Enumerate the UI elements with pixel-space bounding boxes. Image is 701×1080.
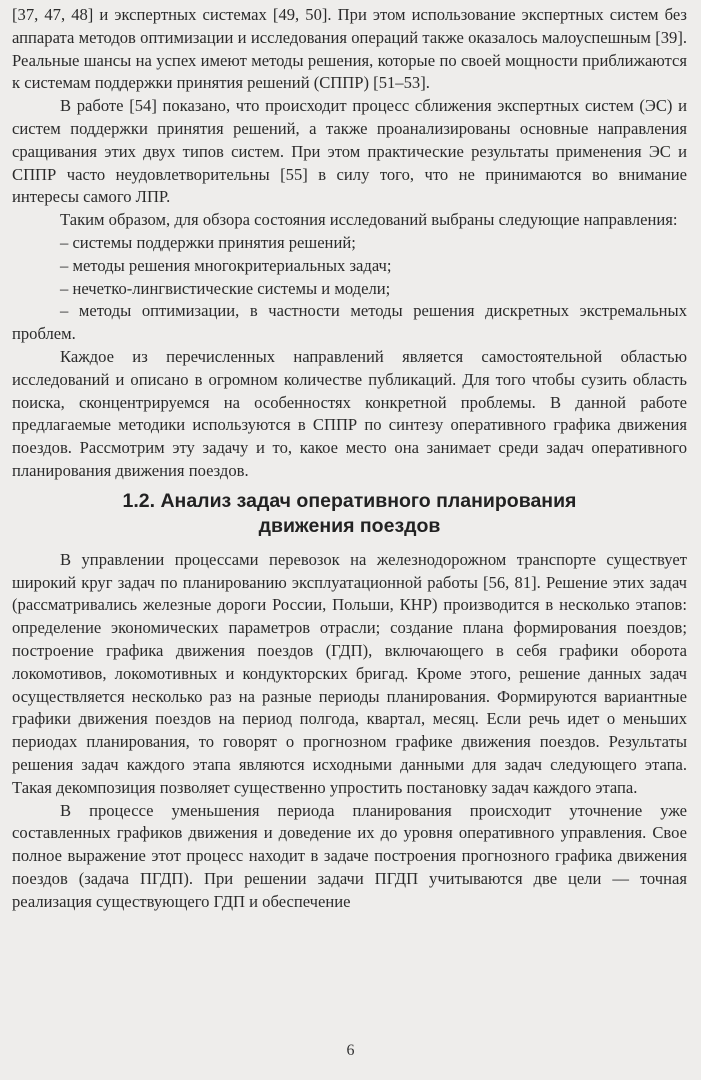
list-item: – методы решения многокритериальных задач;: [60, 255, 392, 275]
section-heading: [12, 489, 687, 539]
text-block-top: [12, 4, 687, 483]
section-heading-line: движения поездов: [258, 514, 441, 537]
paragraph: [37, 47, 48] и экспертных системах [49, 50]. При этом использование экспертных систем без аппарата методов оптимизации и исследования операций также оказалось малоуспешным [39]. Реальные шансы на успех имеют методы решения, которые по своей мощности приближаются к системам поддержки принятия решений (СППР) [51–53].: [12, 5, 687, 93]
list-item: – методы оптимизации, в частности методы решения дискретных экстремальных проблем.: [12, 301, 687, 344]
section-heading-line: 1.2. Анализ задач оперативного планирования: [122, 489, 577, 512]
paragraph: В процессе уменьшения периода планирования происходит уточнение уже составленных графиков движения и доведение их до уровня оперативного управления. Свое полное выражение этот процесс находит в задаче построения прогнозного графика движения поездов (задача ПГДП). При решении задачи ПГДП учитываются две цели — точная реализация существующего ГДП и обеспечение: [12, 800, 687, 911]
page-number: 6: [346, 1042, 355, 1059]
paragraph: В управлении процессами перевозок на железнодорожном транспорте существует широкий круг задач по планированию эксплуатационной работы [56, 81]. Решение этих задач (рассматривались железные дороги России, Польши, КНР) производится в несколько этапов: определение экономических параметров отрасли; создание плана формирования поездов; построение графика движения поездов (ГДП), включающего в себя графики оборота локомотивов, локомотивных и кондукторских бригад. Кроме этого, решение данных задач осуществляется несколько раз на разные периоды планирования. Формируются вариантные графики движения поездов на период полгода, квартал, месяц. Если речь идет о меньших периодах планирования, то говорят о прогнозном графике движения поездов. Результаты решения задач каждого этапа являются исходными данными для задач следующего этапа. Такая декомпозиция позволяет существенно упростить постановку задач каждого этапа.: [12, 549, 687, 797]
list-item: – системы поддержки принятия решений;: [60, 232, 356, 252]
paragraph: Таким образом, для обзора состояния исследований выбраны следующие направления:: [60, 210, 678, 230]
paragraph: В работе [54] показано, что происходит процесс сближения экспертных систем (ЭС) и систем поддержки принятия решений, а также проанализированы основные направления сращивания этих двух типов систем. При этом практические результаты применения ЭС и СППР часто неудовлетворительны [55] в силу того, что не принимаются во внимание интересы самого ЛПР.: [12, 96, 687, 207]
paragraph: Каждое из перечисленных направлений является самостоятельной областью исследований и описано в огромном количестве публикаций. Для того чтобы сузить область поиска, сконцентрируемся на особенностях конкретной проблемы. В данной работе предлагаемые методики используются в СППР по синтезу оперативного графика движения поездов. Рассмотрим эту задачу и то, какое место она занимает среди задач оперативного планирования движения поездов.: [12, 346, 687, 480]
text-block-bottom: [12, 549, 687, 914]
list-item: – нечетко-лингвистические системы и модели;: [60, 278, 391, 298]
